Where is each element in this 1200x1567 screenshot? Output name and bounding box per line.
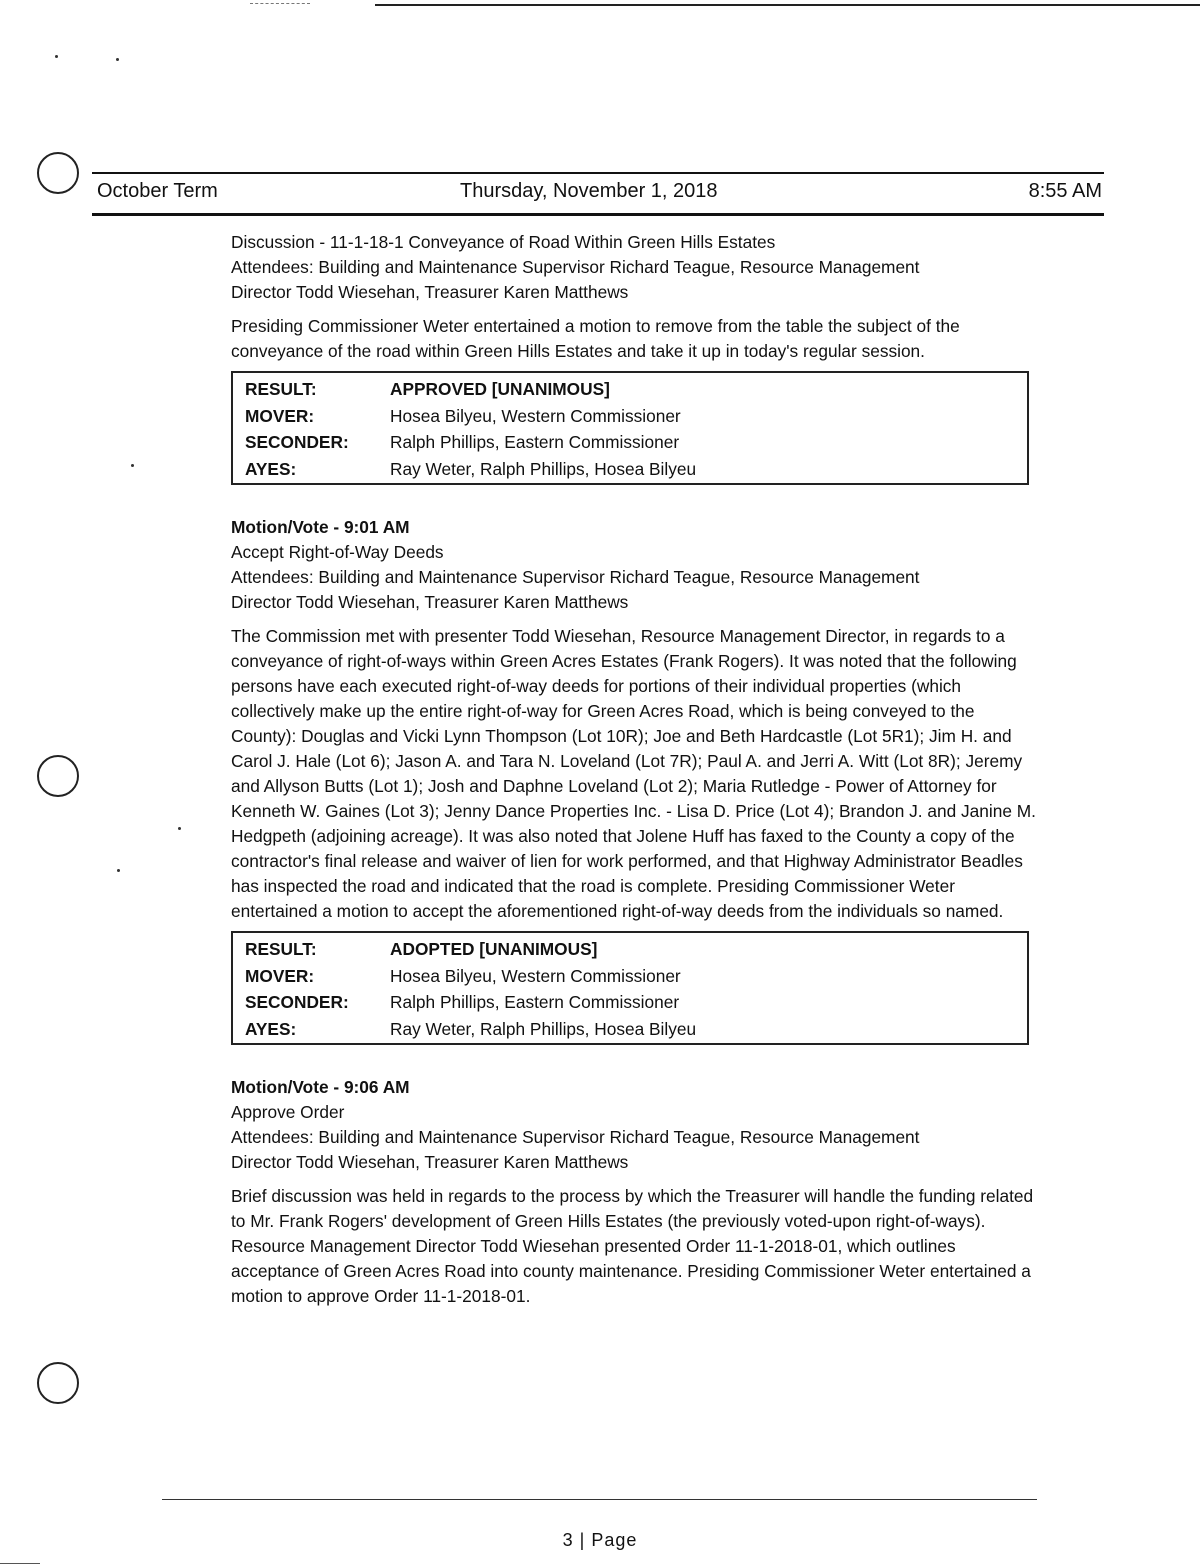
vote-row-seconder [233, 430, 1027, 457]
section3-attendees-line1: Attendees: Building and Maintenance Supervisor Richard Teague, Resource Management [231, 1127, 920, 1147]
vote-ayes-value: Ray Weter, Ralph Phillips, Hosea Bilyeu [390, 1018, 697, 1039]
header-top-rule [92, 172, 1104, 174]
vote-mover-value: Hosea Bilyeu, Western Commissioner [390, 965, 681, 986]
header-term: October Term [97, 180, 218, 202]
vote-row-result [233, 377, 1027, 404]
section3-body: Brief discussion was held in regards to the process by which the Treasurer will handle the funding related to Mr. Frank Rogers' development of Green Hills Estates (the previously voted-upon right-of-ways). Resource Management Director Todd Wiesehan presented Order 11-1-2018-01, which outlines acceptance of Green Acres Road into county maintenance. Presiding Commissioner Weter entertained a motion to approve Order 11-1-2018-01. [231, 1186, 1034, 1306]
vote-label: AYES: [245, 1018, 297, 1039]
header-date: Thursday, November 1, 2018 [460, 180, 718, 202]
vote-label: AYES: [245, 458, 297, 479]
vote-row-result [233, 937, 1027, 964]
scan-speck [131, 464, 134, 467]
section2-heading: Motion/Vote - 9:01 AM [231, 517, 410, 537]
section3-title: Approve Order [231, 1102, 345, 1122]
vote-mover-value: Hosea Bilyeu, Western Commissioner [390, 405, 681, 426]
vote-ayes-value: Ray Weter, Ralph Phillips, Hosea Bilyeu [390, 458, 697, 479]
section2-attendees-line2: Director Todd Wiesehan, Treasurer Karen Matthews [231, 592, 629, 612]
section2-title: Accept Right-of-Way Deeds [231, 542, 444, 562]
section1-attendees-line2: Director Todd Wiesehan, Treasurer Karen Matthews [231, 282, 629, 302]
section2-body: The Commission met with presenter Todd Wiesehan, Resource Management Director, in regards to a conveyance of right-of-ways within Green Acres Estates (Frank Rogers). It was noted that the following persons have each executed right-of-way deeds for portions of their individual properties (which collectively make up the entire right-of-way for Green Acres Road, which is being conveyed to the County): Douglas and Vicki Lynn Thompson (Lot 10R); Joe and Beth Hardcastle (Lot 5R1); Jim H. and Carol J. Hale (Lot 6); Jason A. and Tara N. Loveland (Lot 7R); Paul A. and Jerri A. Witt (Lot 8R); Jeremy and Allyson Butts (Lot 1); Josh and Daphne Loveland (Lot 2); Maria Rutledge - Power of Attorney for Kenneth W. Gaines (Lot 3); Jenny Dance Properties Inc. - Lisa D. Price (Lot 4); Brandon J. and Janine M. Hedgpeth (adjoining acreage). It was also noted that Jolene Huff has faxed to the County a copy of the contractor's final release and waiver of lien for work performed, and that Highway Administrator Beadles has inspected the road and indicated that the road is complete. Presiding Commissioner Weter entertained a motion to accept the aforementioned right-of-way deeds from the individuals so named. [231, 626, 1036, 921]
scan-speck [117, 869, 120, 872]
punch-hole [37, 152, 79, 194]
scan-speck [178, 827, 181, 830]
vote-label: RESULT: [245, 379, 317, 399]
section2-attendees-line1: Attendees: Building and Maintenance Supervisor Richard Teague, Resource Management [231, 567, 920, 587]
vote-row-mover [233, 964, 1027, 991]
vote-label: RESULT: [245, 939, 317, 959]
vote-result-value: ADOPTED [UNANIMOUS] [390, 939, 598, 959]
scan-dash-mark [250, 3, 310, 4]
minutes-content [231, 230, 1041, 1309]
section3-attendees-line2: Director Todd Wiesehan, Treasurer Karen Matthews [231, 1152, 629, 1172]
section1-attendees-line1: Attendees: Building and Maintenance Supervisor Richard Teague, Resource Management [231, 257, 920, 277]
vote-seconder-value: Ralph Phillips, Eastern Commissioner [390, 432, 680, 452]
vote-label: SECONDER: [245, 992, 349, 1012]
section1-title: Discussion - 11-1-18-1 Conveyance of Road Within Green Hills Estates [231, 232, 776, 252]
punch-hole [37, 755, 79, 797]
header-bottom-rule [92, 213, 1104, 216]
footer-rule [162, 1499, 1037, 1500]
vote-table [231, 931, 1029, 1045]
punch-hole [37, 1362, 79, 1404]
vote-row-ayes [233, 1017, 1027, 1044]
page-number: 3 | Page [562, 1530, 638, 1550]
vote-table [231, 371, 1029, 485]
vote-label: MOVER: [245, 405, 315, 426]
section1-body: Presiding Commissioner Weter entertained a motion to remove from the table the subject of the conveyance of the road within Green Hills Estates and take it up in today's regular session. [231, 316, 960, 361]
scan-top-rule [375, 4, 1200, 6]
vote-result-value: APPROVED [UNANIMOUS] [390, 379, 610, 399]
vote-row-seconder [233, 990, 1027, 1017]
vote-row-ayes [233, 457, 1027, 484]
section3-heading: Motion/Vote - 9:06 AM [231, 1077, 410, 1097]
vote-label: MOVER: [245, 965, 315, 986]
header-time: 8:55 AM [1028, 180, 1102, 202]
scan-dash-mark [0, 1563, 40, 1564]
scan-speck [116, 58, 119, 61]
vote-row-mover [233, 404, 1027, 431]
vote-seconder-value: Ralph Phillips, Eastern Commissioner [390, 992, 680, 1012]
vote-label: SECONDER: [245, 432, 349, 452]
scan-speck [55, 55, 58, 58]
